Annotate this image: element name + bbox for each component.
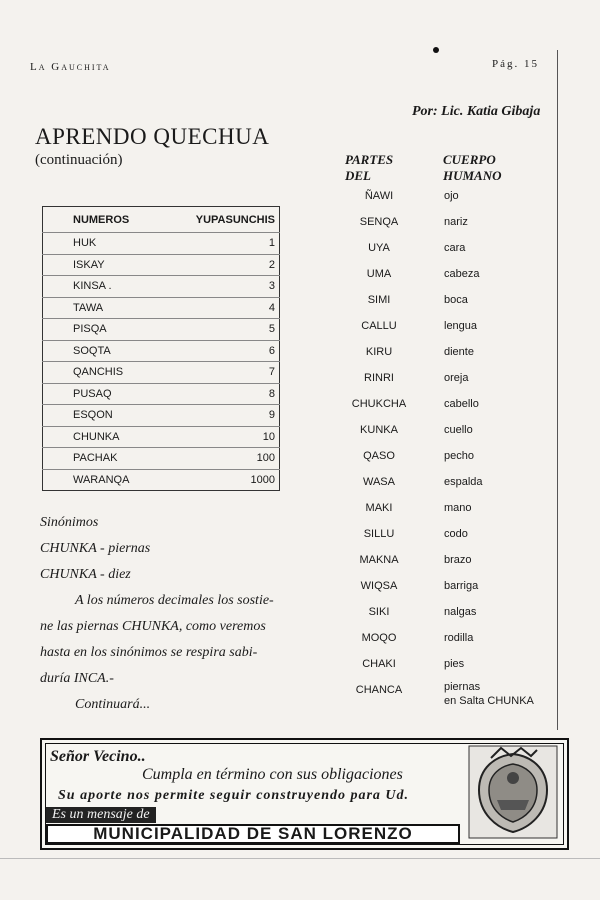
quechua-number: PUSAQ <box>43 383 164 405</box>
list-item-line: piernas <box>444 681 481 693</box>
page-dot <box>433 47 439 53</box>
list-item: SILLU <box>363 528 395 540</box>
list-item: MAKNA <box>359 554 399 566</box>
list-item: cara <box>444 242 466 254</box>
table-row <box>43 383 280 405</box>
synonyms-section <box>40 510 292 718</box>
spanish-body-parts <box>444 186 554 710</box>
table-row <box>43 362 280 384</box>
municipal-emblem-icon <box>467 744 559 840</box>
list-item: ojo <box>444 190 459 202</box>
quechua-number: PACHAK <box>43 448 164 470</box>
paragraph-line: ne las piernas CHUNKA, como veremos <box>40 619 266 634</box>
list-item: rodilla <box>444 632 474 644</box>
list-item: cuello <box>444 424 473 436</box>
quechua-number: HUK <box>43 233 164 255</box>
list-item: WIQSA <box>360 580 398 592</box>
list-item: CALLU <box>361 320 397 332</box>
quechua-number: PISQA <box>43 319 164 341</box>
quechua-number: SOQTA <box>43 340 164 362</box>
banner-greeting: Señor Vecino.. <box>50 748 146 765</box>
list-item: KUNKA <box>360 424 398 436</box>
quechua-number: KINSA . <box>43 276 164 298</box>
list-item: CHUKCHA <box>351 398 407 410</box>
number-value: 8 <box>163 383 279 405</box>
list-item: SENQA <box>359 216 399 228</box>
table-row <box>43 405 280 427</box>
continued-note: Continuará... <box>75 697 151 712</box>
list-item: UMA <box>366 268 392 280</box>
running-title: La Gauchita <box>30 61 111 73</box>
numbers-table <box>42 206 280 491</box>
table-row <box>43 276 280 298</box>
list-item: oreja <box>444 372 469 384</box>
list-item-line: en Salta CHUNKA <box>444 695 534 707</box>
number-value: 5 <box>163 319 279 341</box>
list-item: mano <box>444 502 472 514</box>
paragraph-line: A los números decimales los sostie- <box>75 593 274 608</box>
list-item: nariz <box>444 216 468 228</box>
quechua-number: WARANQA <box>43 469 164 491</box>
quechua-number: ESQON <box>43 405 164 427</box>
quechua-number: CHUNKA <box>43 426 164 448</box>
municipal-ad-banner <box>40 738 569 850</box>
quechua-number: TAWA <box>43 297 164 319</box>
number-value: 2 <box>163 254 279 276</box>
page-number: Pág. 15 <box>492 58 539 70</box>
number-value: 1000 <box>163 469 279 491</box>
list-item: ÑAWI <box>364 190 394 202</box>
list-item: SIKI <box>368 606 390 618</box>
list-item: pies <box>444 658 465 670</box>
table-header-row <box>43 207 280 233</box>
synonyms-heading: Sinónimos <box>40 515 99 530</box>
quechua-number: ISKAY <box>43 254 164 276</box>
banner-line-3: Es un mensaje de <box>46 807 156 823</box>
synonym-line: CHUNKA - diez <box>40 567 131 582</box>
list-item: codo <box>444 528 468 540</box>
table-row <box>43 254 280 276</box>
number-value: 7 <box>163 362 279 384</box>
number-value: 10 <box>163 426 279 448</box>
list-item <box>444 680 554 710</box>
list-item: lengua <box>444 320 478 332</box>
list-item: MAKI <box>365 502 393 514</box>
list-item: UYA <box>368 242 390 254</box>
list-item: cabello <box>444 398 479 410</box>
number-value: 100 <box>163 448 279 470</box>
list-item: KIRU <box>365 346 393 358</box>
right-rule <box>557 50 558 730</box>
list-item: diente <box>444 346 474 358</box>
list-item: brazo <box>444 554 472 566</box>
parts-header <box>345 152 393 184</box>
paragraph-line: hasta en los sinónimos se respira sabi- <box>40 645 258 660</box>
list-item: CHANCA <box>355 684 403 696</box>
banner-municipality-name: MUNICIPALIDAD DE SAN LORENZO <box>46 824 460 844</box>
list-item: CHAKI <box>362 658 396 670</box>
table-row <box>43 426 280 448</box>
number-value: 3 <box>163 276 279 298</box>
quechua-body-parts <box>340 186 418 706</box>
list-item: MOQO <box>361 632 397 644</box>
human-header-line: CUERPO <box>443 152 496 167</box>
parts-header-line: DEL <box>345 168 371 183</box>
list-item: boca <box>444 294 468 306</box>
number-value: 9 <box>163 405 279 427</box>
list-item: WASA <box>363 476 395 488</box>
table-row <box>43 319 280 341</box>
quechua-number: QANCHIS <box>43 362 164 384</box>
list-item: QASO <box>363 450 395 462</box>
number-value: 1 <box>163 233 279 255</box>
list-item: RINRI <box>364 372 394 384</box>
list-item: cabeza <box>444 268 480 280</box>
table-row <box>43 469 280 491</box>
number-value: 4 <box>163 297 279 319</box>
column-header-yupasunchis: YUPASUNCHIS <box>195 213 275 226</box>
list-item: barriga <box>444 580 479 592</box>
table-row <box>43 340 280 362</box>
article-subtitle: (continuación) <box>35 152 123 168</box>
author-byline: Por: Lic. Katia Gibaja <box>412 104 541 119</box>
list-item: pecho <box>444 450 474 462</box>
synonym-line: CHUNKA - piernas <box>40 541 151 556</box>
human-header <box>443 152 502 184</box>
list-item: SIMI <box>367 294 391 306</box>
banner-line-2: Su aporte nos permite seguir construyendo para Ud. <box>58 788 410 803</box>
bottom-rule <box>0 858 600 859</box>
paragraph-line: duría INCA.- <box>40 671 114 686</box>
column-header-numeros: NUMEROS <box>73 213 130 226</box>
article-title: APRENDO QUECHUA <box>35 124 270 149</box>
table-row <box>43 297 280 319</box>
human-header-line: HUMANO <box>443 168 502 183</box>
table-row <box>43 448 280 470</box>
banner-line-1: Cumpla en término con sus obligaciones <box>142 766 403 783</box>
list-item: nalgas <box>444 606 477 618</box>
list-item: espalda <box>444 476 483 488</box>
parts-header-line: PARTES <box>345 152 394 167</box>
number-value: 6 <box>163 340 279 362</box>
table-row <box>43 233 280 255</box>
